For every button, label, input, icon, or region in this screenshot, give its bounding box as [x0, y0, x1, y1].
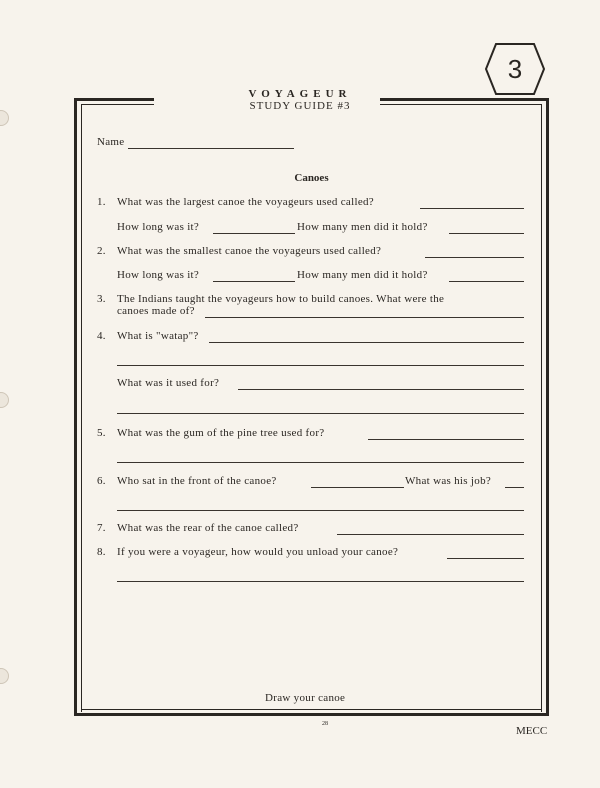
question-number: 1. [97, 196, 106, 208]
answer-line[interactable] [447, 558, 524, 559]
frame-border [380, 98, 549, 101]
worksheet-subtitle: STUDY GUIDE #3 [249, 100, 351, 112]
publisher-label: MECC [516, 725, 548, 737]
name-label: Name [97, 136, 125, 148]
question-text: canoes made of? [117, 305, 195, 317]
question-text: How many men did it hold? [297, 221, 428, 233]
answer-line[interactable] [420, 208, 524, 209]
answer-line[interactable] [117, 365, 524, 366]
answer-line[interactable] [213, 281, 295, 282]
answer-line[interactable] [117, 413, 524, 414]
frame-border [74, 713, 549, 716]
frame-border [81, 104, 154, 105]
page-number: 28 [322, 721, 328, 727]
answer-line[interactable] [425, 257, 524, 258]
question-number: 7. [97, 522, 106, 534]
question-text: What was the largest canoe the voyageurs used called? [117, 196, 374, 208]
frame-border [81, 104, 82, 712]
frame-border [74, 98, 77, 716]
question-text: How many men did it hold? [297, 269, 428, 281]
question-text: How long was it? [117, 221, 200, 233]
badge-number: 3 [507, 54, 523, 84]
question-number: 4. [97, 330, 106, 342]
name-answer-line[interactable] [128, 148, 294, 149]
frame-border [81, 709, 542, 710]
worksheet-title: VOYAGEUR [248, 88, 352, 100]
question-text: What is "watap"? [117, 330, 199, 342]
answer-line[interactable] [117, 510, 524, 511]
question-number: 2. [97, 245, 106, 257]
answer-line[interactable] [205, 317, 524, 318]
question-number: 8. [97, 546, 106, 558]
question-number: 3. [97, 293, 106, 305]
answer-line[interactable] [209, 342, 524, 343]
frame-border [541, 104, 542, 712]
answer-line[interactable] [213, 233, 295, 234]
draw-canoe-label: Draw your canoe [265, 692, 346, 704]
question-text: What was it used for? [117, 377, 220, 389]
answer-line[interactable] [117, 581, 524, 582]
section-heading: Canoes [294, 172, 329, 184]
answer-line[interactable] [368, 439, 524, 440]
question-text: If you were a voyageur, how would you unload your canoe? [117, 546, 399, 558]
question-text: What was the gum of the pine tree used for? [117, 427, 325, 439]
question-text: The Indians taught the voyageurs how to build canoes. What were the [117, 293, 445, 305]
answer-line[interactable] [337, 534, 524, 535]
answer-line[interactable] [449, 233, 524, 234]
frame-border [546, 98, 549, 716]
question-text: What was the smallest canoe the voyageurs used called? [117, 245, 382, 257]
answer-line[interactable] [505, 487, 524, 488]
question-text: What was the rear of the canoe called? [117, 522, 299, 534]
answer-line[interactable] [311, 487, 404, 488]
answer-line[interactable] [238, 389, 524, 390]
question-number: 5. [97, 427, 106, 439]
question-text: How long was it? [117, 269, 200, 281]
binder-hole [0, 110, 9, 126]
question-number: 6. [97, 475, 106, 487]
binder-hole [0, 668, 9, 684]
question-text: Who sat in the front of the canoe? [117, 475, 277, 487]
frame-border [74, 98, 154, 101]
answer-line[interactable] [117, 462, 524, 463]
question-text: What was his job? [405, 475, 492, 487]
frame-border [380, 104, 542, 105]
binder-hole [0, 392, 9, 408]
answer-line[interactable] [449, 281, 524, 282]
